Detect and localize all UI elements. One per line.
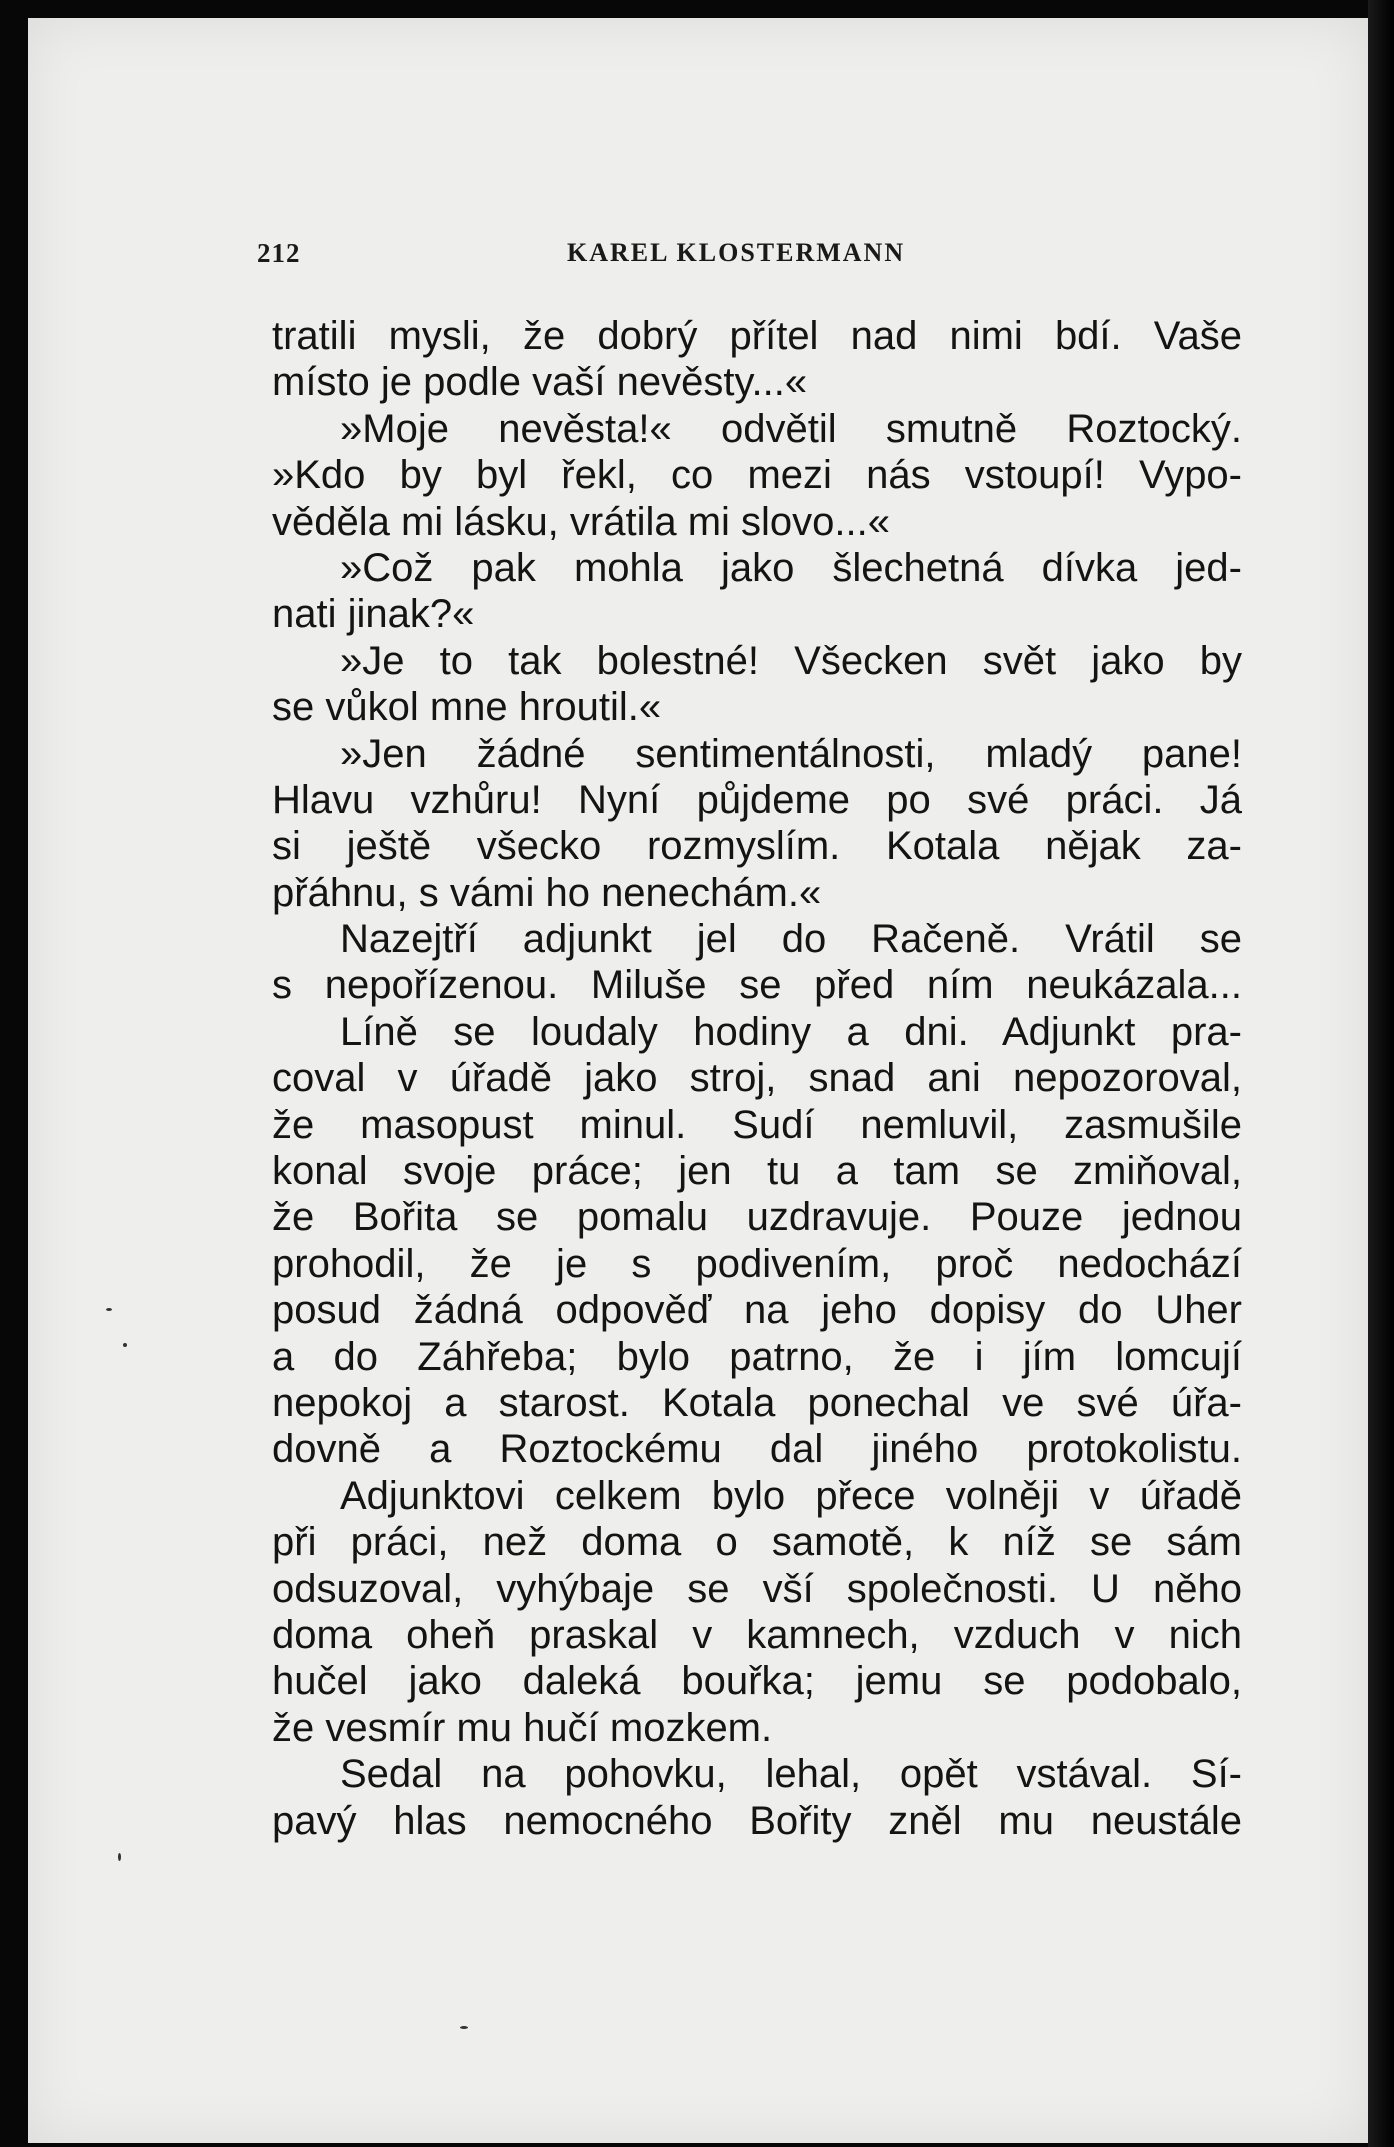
speck [460, 2026, 468, 2029]
text-line: posud žádná odpověď na jeho dopisy do Uher [272, 1288, 1242, 1333]
text-line: doma oheň praskal v kamnech, vzduch v nich [272, 1612, 1242, 1657]
page-header [247, 238, 1247, 278]
text-line: že masopust minul. Sudí nemluvil, zasmušile [272, 1102, 1242, 1147]
speck [106, 1308, 112, 1311]
text-line: nati jinak?« [272, 592, 475, 637]
text-line: »Kdo by byl řekl, co mezi nás vstoupí! Vypo- [272, 453, 1242, 498]
text-line: pavý hlas nemocného Bořity zněl mu neustále [272, 1798, 1242, 1843]
text-line: že Bořita se pomalu uzdravuje. Pouze jednou [272, 1195, 1242, 1240]
speck [123, 1343, 127, 1347]
text-line: konal svoje práce; jen tu a tam se zmiňoval, [272, 1149, 1242, 1194]
text-line: přáhnu, s vámi ho nenechám.« [272, 870, 822, 915]
text-line: nepokoj a starost. Kotala ponechal ve své úřa- [272, 1380, 1242, 1425]
text-line: místo je podle vaší nevěsty...« [272, 360, 808, 405]
text-line: odsuzoval, vyhýbaje se vší společnosti. U něho [272, 1566, 1242, 1611]
speck [118, 1853, 121, 1861]
text-line: »Moje nevěsta!« odvětil smutně Roztocký. [340, 406, 1242, 451]
text-line: Nazejtří adjunkt jel do Račeně. Vrátil se [340, 917, 1242, 962]
text-line: dovně a Roztockému dal jiného protokolistu. [272, 1427, 1242, 1472]
page-number: 212 [257, 238, 301, 268]
text-line: Hlavu vzhůru! Nyní půjdeme po své práci. Já [272, 777, 1242, 822]
body-text [272, 313, 1242, 1844]
text-line: při práci, než doma o samotě, k níž se sám [272, 1520, 1242, 1565]
text-line: tratili mysli, že dobrý přítel nad nimi bdí. Vaše [272, 314, 1242, 358]
text-line: Sedal na pohovku, lehal, opět vstával. Sí- [340, 1752, 1242, 1797]
text-line: Adjunktovi celkem bylo přece volněji v úřadě [340, 1473, 1242, 1518]
text-line: si ještě všecko rozmyslím. Kotala nějak za- [272, 824, 1242, 869]
text-line: že vesmír mu hučí mozkem. [272, 1705, 773, 1750]
text-line: se vůkol mne hroutil.« [272, 685, 662, 730]
text-line: a do Záhřeba; bylo patrno, že i jím lomcují [272, 1334, 1242, 1379]
scan-right-edge [1368, 0, 1394, 2147]
text-line: s nepořízenou. Miluše se před ním neukázala... [272, 963, 1242, 1008]
text-line: coval v úřadě jako stroj, snad ani nepozoroval, [272, 1056, 1242, 1101]
text-line: Líně se loudaly hodiny a dni. Adjunkt pra- [340, 1009, 1242, 1054]
text-line: »Je to tak bolestné! Všecken svět jako by [340, 638, 1242, 683]
text-line: věděla mi lásku, vrátila mi slovo...« [272, 499, 891, 544]
text-line: »Jen žádné sentimentálnosti, mladý pane! [340, 731, 1242, 776]
text-line: prohodil, že je s podivením, proč nedochází [272, 1241, 1242, 1286]
text-line: »Což pak mohla jako šlechetná dívka jed- [340, 545, 1242, 590]
text-line: hučel jako daleká bouřka; jemu se podobalo, [272, 1659, 1242, 1704]
running-head: KAREL KLOSTERMANN [567, 238, 906, 267]
